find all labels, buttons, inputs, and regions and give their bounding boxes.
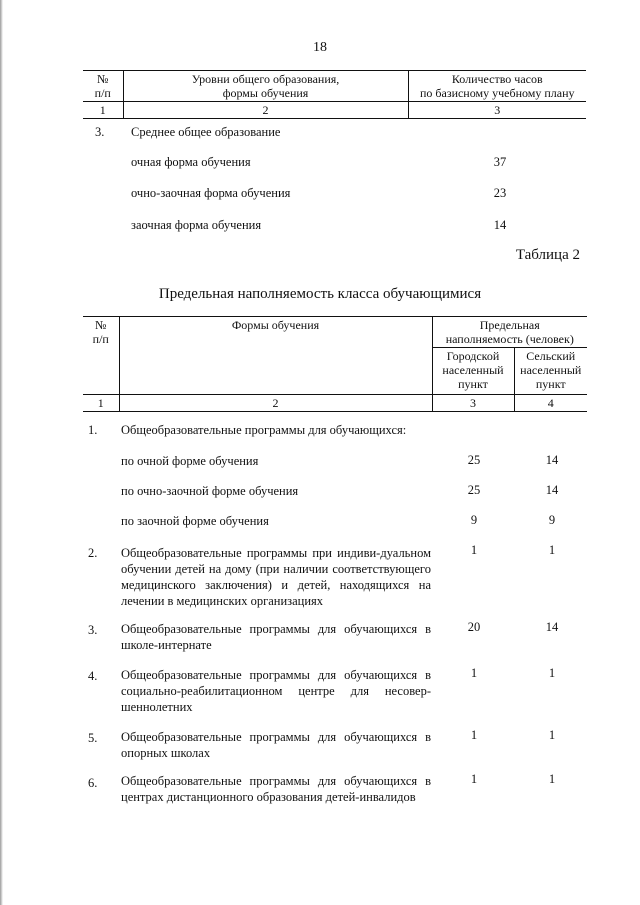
t2-subrow-rural: 14 — [545, 453, 559, 467]
t2-subrow-city: 9 — [470, 513, 478, 527]
page-number: 18 — [313, 40, 327, 55]
table1-index-row — [83, 102, 586, 119]
t2-item-num: 5. — [88, 731, 98, 745]
t1-header-hours: Количество часов по базисному учебному плану — [408, 71, 586, 102]
t2-item-city: 1 — [470, 666, 478, 680]
t1-index-2: 2 — [123, 102, 408, 119]
t1-row-hours: 23 — [493, 186, 507, 200]
table2-label: Таблица 2 — [515, 247, 580, 263]
t2-subrow-rural: 9 — [548, 513, 556, 527]
t1-index-3: 3 — [408, 102, 586, 119]
table1-header-row — [83, 71, 586, 102]
t2-item-num: 1. — [88, 423, 98, 437]
t2-header-capacity: Предельная наполняемость (человек) — [432, 317, 587, 348]
t2-item-text: Общеобразовательные программы при индиви-дуальном обучении детей на дому (при наличии соответствующего медицинского заключения) и детей, находящихся на лечении в медицинских организациях — [121, 546, 431, 608]
t2-item-num: 3. — [88, 623, 98, 637]
scan-edge-shadow — [0, 0, 3, 905]
t2-item-city: 1 — [470, 772, 478, 786]
table2-index-row — [83, 395, 587, 412]
t1-row-label: заочная форма обучения — [131, 218, 262, 232]
t1-row-hours: 37 — [493, 155, 507, 169]
t2-item-text: Общеобразовательные программы для обучающихся в социально-реабилитационном центре для несовер-шеннолетних — [121, 668, 431, 714]
t2-index-4: 4 — [514, 395, 587, 412]
t2-item-city: 20 — [467, 620, 481, 634]
t2-item-rural: 14 — [545, 620, 559, 634]
t2-item-num: 6. — [88, 776, 98, 790]
t2-item-text: Общеобразовательные программы для обучающихся в центрах дистанционного образования детей-инвалидов — [121, 774, 431, 804]
t2-index-3: 3 — [432, 395, 514, 412]
t2-item-text: Общеобразовательные программы для обучающихся в опорных школах — [121, 730, 431, 760]
t2-header-forms: Формы обучения — [119, 317, 432, 395]
t2-item-num: 4. — [88, 669, 98, 683]
t1-section-num: 3. — [95, 125, 105, 139]
t2-item-rural: 1 — [548, 666, 556, 680]
t2-subrow-label: по заочной форме обучения — [121, 514, 269, 528]
t1-row-hours: 14 — [493, 218, 507, 232]
t1-section-title: Среднее общее образование — [131, 125, 281, 139]
t2-item-rural: 1 — [548, 728, 556, 742]
t2-item-city: 1 — [470, 543, 478, 557]
t2-item-title: Общеобразовательные программы для обучающихся: — [121, 423, 407, 437]
t2-header-num: № п/п — [83, 317, 119, 395]
t2-index-1: 1 — [83, 395, 119, 412]
t2-subrow-rural: 14 — [545, 483, 559, 497]
t2-item-text: Общеобразовательные программы для обучающихся в школе-интернате — [121, 622, 431, 652]
table2-header-row-1 — [83, 317, 587, 348]
t2-item-num: 2. — [88, 546, 98, 560]
t1-index-1: 1 — [83, 102, 123, 119]
t1-row-label: очная форма обучения — [131, 155, 251, 169]
t2-subrow-label: по очно-заочной форме обучения — [121, 484, 299, 498]
t2-item-rural: 1 — [548, 543, 556, 557]
t2-subrow-city: 25 — [467, 453, 481, 467]
table2-title: Предельная наполняемость класса обучающимися — [158, 286, 482, 302]
t2-item-rural: 1 — [548, 772, 556, 786]
t2-subrow-label: по очной форме обучения — [121, 454, 259, 468]
t2-subrow-city: 25 — [467, 483, 481, 497]
t2-item-city: 1 — [470, 728, 478, 742]
table1-header — [83, 70, 586, 119]
t2-header-rural: Сельский населенный пункт — [514, 348, 587, 395]
t2-header-city: Городской населенный пункт — [432, 348, 514, 395]
t2-index-2: 2 — [119, 395, 432, 412]
t1-header-levels: Уровни общего образования, формы обучения — [123, 71, 408, 102]
t1-row-label: очно-заочная форма обучения — [131, 186, 291, 200]
t1-header-num: № п/п — [83, 71, 123, 102]
table2-header — [83, 316, 587, 412]
